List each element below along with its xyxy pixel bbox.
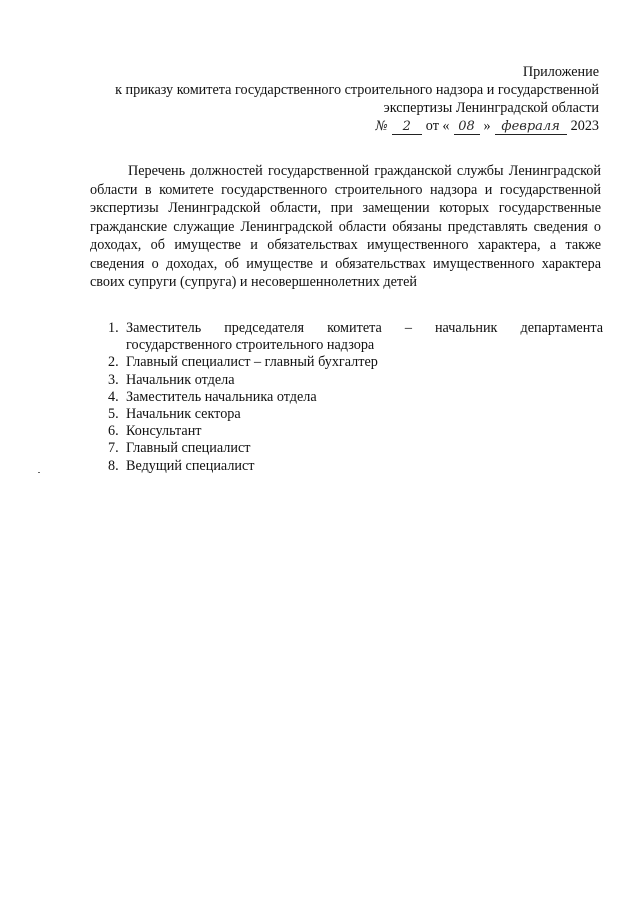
order-month-handwritten: февраля (495, 120, 567, 135)
order-day-close: » (483, 118, 491, 134)
list-item-number: 5. (108, 406, 119, 423)
list-item-number: 2. (108, 354, 119, 371)
order-from-word: от « (425, 118, 450, 134)
list-item (108, 406, 603, 423)
list-item-number: 4. (108, 388, 119, 405)
order-day-handwritten: 08 (454, 120, 480, 135)
list-item (108, 389, 603, 406)
list-item-text: Заместитель начальника отдела (126, 388, 317, 405)
list-item-number: 3. (108, 371, 119, 388)
intro-paragraph: Перечень должностей государственной гражданской службы Ленинградской области в комитете государственного строительного надзора и государственной экспертизы Ленинградской области, при замещении которых государственные гражданские служащие Ленинградской области обязаны представлять сведения о доходах, об имуществе и обязательствах имущественного характера, а также сведения о доходах, об имуществе и обязательствах имущественного характера своих супруги (супруга) и несовершеннолетних детей (90, 163, 601, 290)
appendix-title: Приложение (522, 64, 599, 80)
list-item (108, 320, 603, 354)
list-item (108, 458, 603, 475)
list-item-text: Ведущий специалист (126, 457, 255, 474)
list-item-text: Главный специалист – главный бухгалтер (126, 354, 378, 371)
list-item-text-continued: государственного строительного надзора (126, 337, 375, 354)
appendix-header (79, 63, 599, 135)
list-item-number: 8. (108, 457, 119, 474)
order-number-prefix: № (375, 119, 388, 134)
list-item-text: Начальник сектора (126, 406, 241, 423)
list-item (108, 423, 603, 440)
order-number-date (375, 117, 599, 135)
list-item-text: Заместитель председателя комитета – начальник департамента (126, 320, 603, 336)
appendix-line-1: к приказу комитета государственного строительного надзора и государственной (115, 82, 599, 98)
list-item-number: 6. (108, 423, 119, 440)
order-year: 2023 (570, 118, 599, 134)
list-item-number: 7. (108, 440, 119, 457)
list-item-text: Консультант (126, 423, 202, 440)
list-item (108, 372, 603, 389)
list-item-number: 1. (108, 320, 119, 336)
list-item-text: Начальник отдела (126, 371, 235, 388)
positions-list (108, 320, 603, 475)
list-item (108, 354, 603, 371)
order-number-handwritten: 2 (392, 120, 422, 135)
scan-speck (38, 472, 40, 473)
list-item-text: Главный специалист (126, 440, 251, 457)
list-item (108, 440, 603, 457)
appendix-line-2: экспертизы Ленинградской области (383, 100, 599, 116)
